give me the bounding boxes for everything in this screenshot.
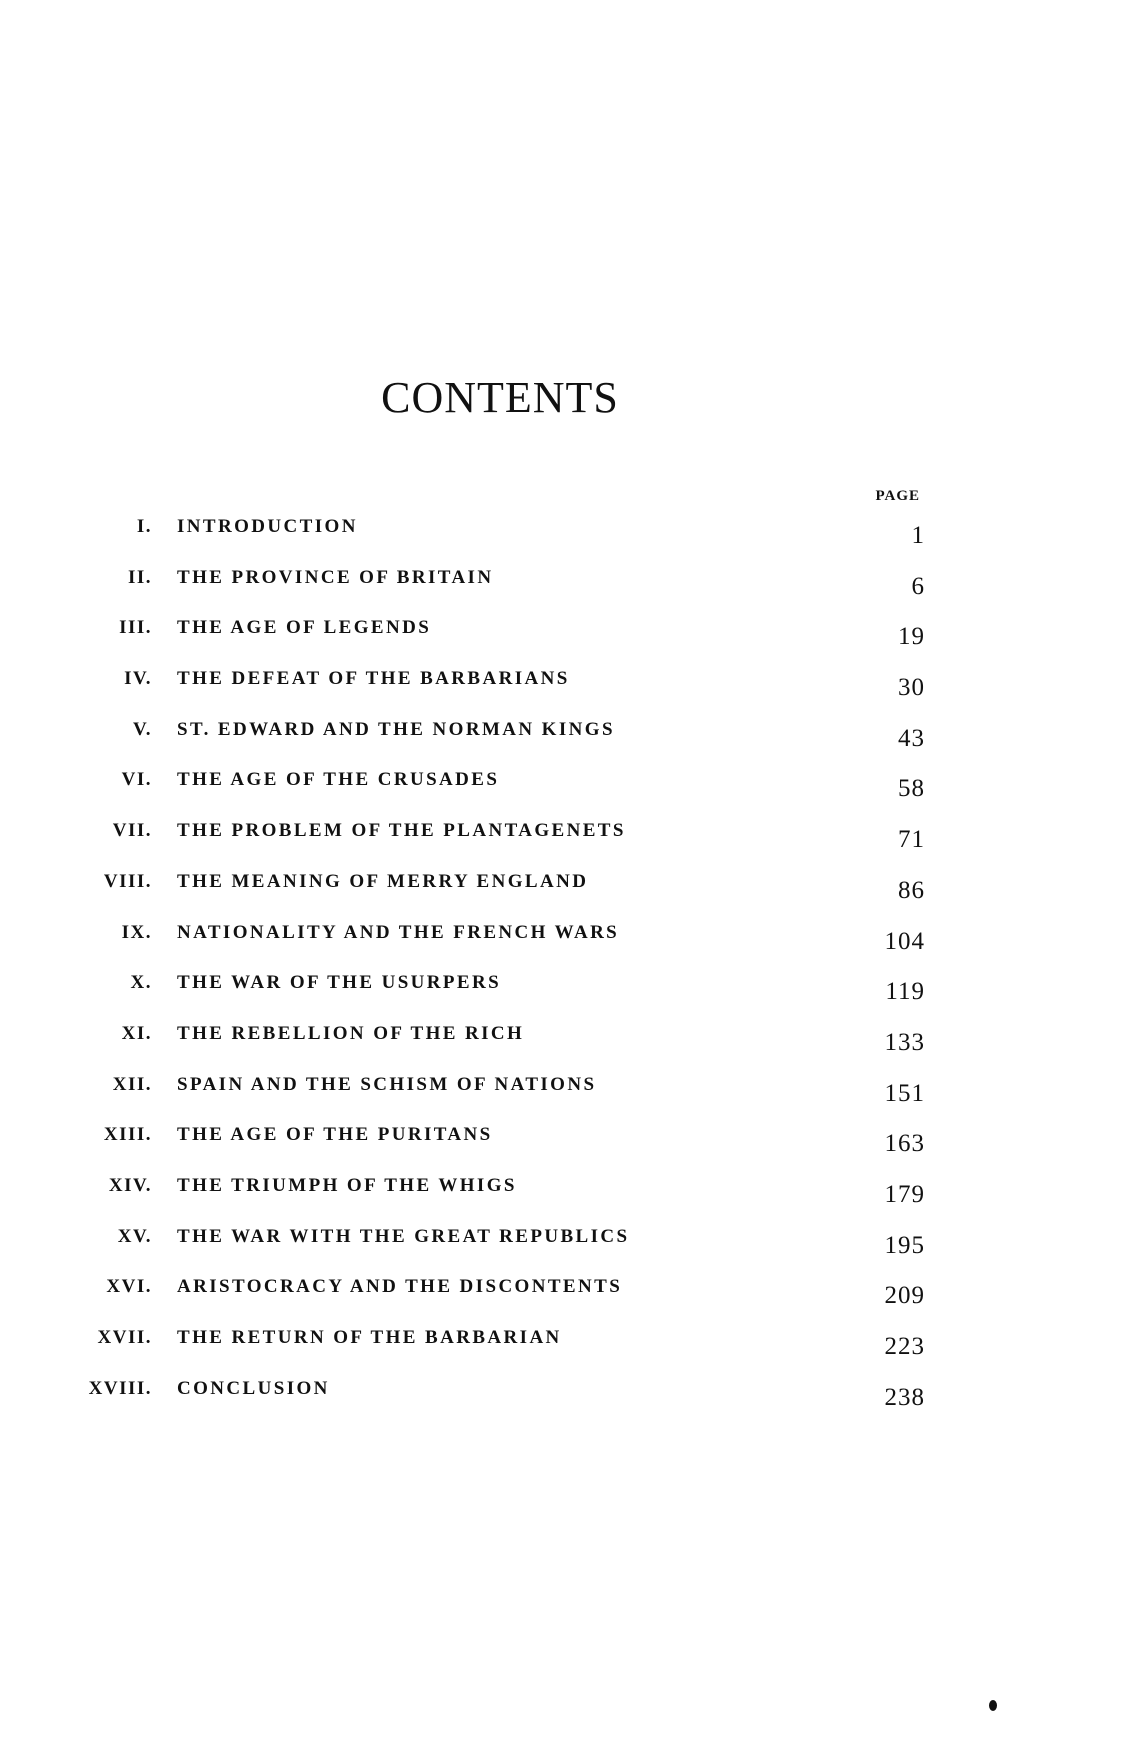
chapter-page: 19 — [898, 623, 925, 651]
chapter-number: X. — [130, 972, 152, 994]
chapter-page: 223 — [884, 1333, 925, 1360]
chapter-page: 104 — [884, 927, 925, 955]
chapter-page: 1 — [911, 522, 925, 549]
chapter-number: XVI. — [106, 1276, 152, 1298]
toc-entry — [0, 662, 1127, 713]
chapter-page: 86 — [898, 876, 925, 904]
chapter-number: VI. — [121, 769, 152, 791]
chapter-number: II. — [127, 566, 152, 588]
chapter-number: XIII. — [103, 1124, 152, 1146]
toc-entry — [0, 561, 1127, 612]
chapter-number: XIV. — [108, 1174, 152, 1196]
chapter-number: VII. — [112, 820, 152, 842]
chapter-number: III. — [119, 617, 152, 639]
chapter-title: SPAIN AND THE SCHISM OF NATIONS — [177, 1073, 597, 1095]
toc-entry — [0, 1169, 1127, 1220]
chapter-page: 209 — [884, 1282, 925, 1310]
chapter-title: THE AGE OF LEGENDS — [177, 617, 432, 639]
chapter-number: VIII. — [103, 870, 152, 892]
toc-entry — [0, 865, 1127, 916]
chapter-number: IV. — [124, 668, 152, 690]
chapter-number: XV. — [117, 1225, 152, 1247]
chapter-title: THE TRIUMPH OF THE WHIGS — [177, 1174, 517, 1196]
chapter-page: 43 — [898, 724, 925, 752]
toc-entry — [0, 611, 1127, 662]
chapter-page: 195 — [884, 1231, 925, 1259]
toc-entry — [0, 966, 1127, 1017]
toc-entry — [0, 814, 1127, 865]
chapter-number: XVII. — [97, 1327, 152, 1348]
chapter-title: THE WAR OF THE USURPERS — [177, 972, 502, 994]
chapter-number: I. — [136, 516, 152, 537]
chapter-title: ST. EDWARD AND THE NORMAN KINGS — [177, 718, 615, 740]
chapter-page: 58 — [898, 775, 925, 803]
toc-entry — [0, 1321, 1127, 1372]
toc-entry — [0, 763, 1127, 814]
chapter-page: 133 — [884, 1028, 925, 1056]
toc-entry — [0, 1068, 1127, 1119]
page-column-header: PAGE — [875, 488, 920, 504]
chapter-title: INTRODUCTION — [177, 516, 358, 537]
chapter-page: 179 — [884, 1180, 925, 1208]
chapter-title: THE DEFEAT OF THE BARBARIANS — [177, 668, 570, 690]
ink-mark — [989, 1700, 997, 1711]
chapter-page: 163 — [884, 1130, 925, 1158]
chapter-title: THE MEANING OF MERRY ENGLAND — [177, 870, 589, 892]
chapter-title: THE AGE OF THE CRUSADES — [177, 769, 500, 791]
chapter-number: XI. — [121, 1022, 152, 1044]
chapter-page: 238 — [884, 1383, 925, 1411]
chapter-title: NATIONALITY AND THE FRENCH WARS — [177, 921, 620, 943]
toc-entry — [0, 1220, 1127, 1271]
chapter-title: ARISTOCRACY AND THE DISCONTENTS — [177, 1276, 623, 1298]
chapter-number: XVIII. — [88, 1377, 152, 1399]
chapter-title: THE AGE OF THE PURITANS — [177, 1124, 493, 1146]
chapter-number: V. — [132, 718, 152, 740]
table-of-contents — [0, 510, 1127, 1422]
chapter-number: XII. — [112, 1073, 152, 1095]
chapter-page: 71 — [898, 826, 925, 854]
chapter-title: THE PROVINCE OF BRITAIN — [177, 566, 494, 588]
chapter-title: CONCLUSION — [177, 1377, 330, 1399]
chapter-title: THE PROBLEM OF THE PLANTAGENETS — [177, 820, 626, 842]
chapter-number: IX. — [121, 921, 152, 943]
toc-entry — [0, 1017, 1127, 1068]
toc-entry — [0, 713, 1127, 764]
chapter-page: 6 — [911, 572, 925, 600]
chapter-title: THE WAR WITH THE GREAT REPUBLICS — [177, 1225, 630, 1247]
toc-entry — [0, 916, 1127, 967]
chapter-title: THE RETURN OF THE BARBARIAN — [177, 1327, 562, 1348]
toc-entry — [0, 1118, 1127, 1169]
chapter-page: 151 — [884, 1079, 925, 1107]
toc-entry — [0, 510, 1127, 561]
chapter-title: THE REBELLION OF THE RICH — [177, 1022, 525, 1044]
page-title: CONTENTS — [381, 373, 619, 422]
chapter-page: 30 — [898, 674, 925, 702]
toc-entry — [0, 1372, 1127, 1423]
chapter-page: 119 — [885, 978, 925, 1006]
toc-entry — [0, 1270, 1127, 1321]
